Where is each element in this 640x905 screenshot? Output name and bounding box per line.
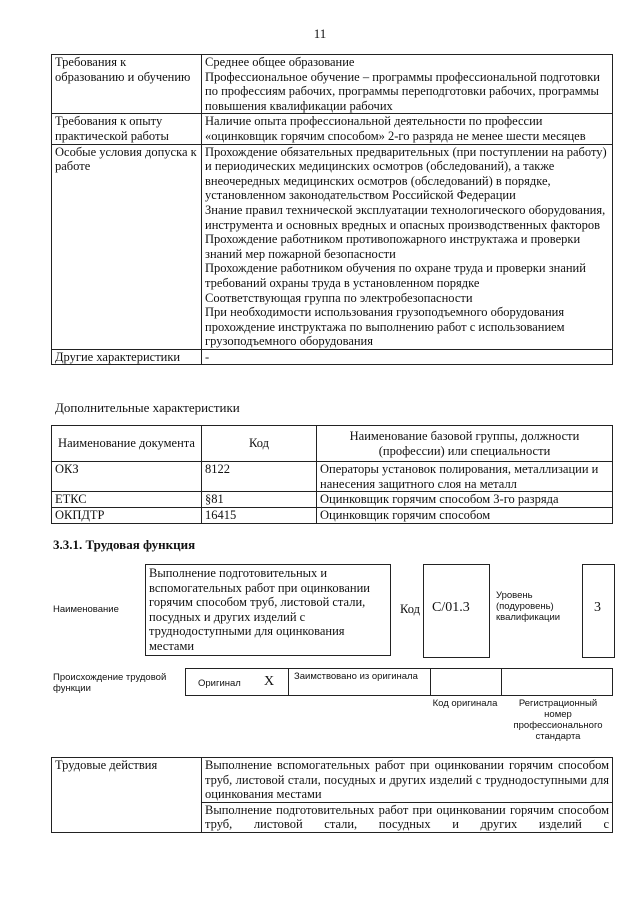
table-cell: Операторы установок полирования, металлизации и нанесения защитного слоя на металл (317, 462, 613, 492)
origin-row (185, 668, 613, 696)
table-row (52, 144, 613, 349)
name-label: Наименование (53, 604, 119, 615)
page-number: 11 (313, 26, 327, 41)
original-label: Оригинал (198, 678, 241, 689)
requirement-line: Среднее общее образование (205, 55, 355, 69)
table-cell: ОКПДТР (52, 507, 202, 523)
requirement-line: Знание правил технической эксплуатации технологического оборудования, инструмента и основных вредных и опасных производственных факторов (205, 202, 606, 232)
requirement-line: Прохождение работником обучения по охране труда и проверки знаний требований охраны труда в установленном порядке (205, 261, 586, 290)
table-row (52, 507, 613, 523)
requirement-label: Требования к опыту практической работы (52, 114, 202, 144)
action-item: Выполнение подготовительных работ при оцинковании горячим способом труб, листовой стали, посудных и других изделий с (202, 802, 613, 832)
table-row (52, 758, 613, 803)
requirement-line: Соответствующая группа по электробезопасности (205, 290, 473, 305)
table-cell: ОКЗ (52, 462, 202, 492)
code-label: Код (400, 602, 420, 616)
requirement-value (202, 144, 613, 349)
function-name-box: Выполнение подготовительных и вспомогательных работ при оцинковании горячим способом труб, листовой стали, посудных и других изделий с труднодоступными для оцинкования местами (145, 564, 391, 656)
origin-label: Происхождение трудовой функции (53, 672, 167, 694)
additional-title: Дополнительные характеристики (55, 400, 240, 415)
table-row (52, 349, 613, 365)
table-cell: Оцинковщик горячим способом 3-го разряда (317, 492, 613, 508)
code-value: C/01.3 (432, 600, 470, 615)
actions-table (51, 757, 613, 833)
requirements-table (51, 54, 613, 365)
table-cell: §81 (202, 492, 317, 508)
column-header: Наименование базовой группы, должности (профессии) или специальности (317, 426, 613, 462)
requirement-value (202, 55, 613, 114)
table-cell: Оцинковщик горячим способом (317, 507, 613, 523)
requirement-line: - (205, 349, 210, 364)
requirement-line: Наличие опыта профессиональной деятельности по профессии «оцинковщик горячим способом» 2-го разряда не менее шести месяцев (205, 114, 586, 143)
table-header-row (52, 426, 613, 462)
level-value: 3 (594, 600, 601, 615)
actions-label: Трудовые действия (52, 758, 202, 833)
original-mark: X (264, 674, 275, 689)
table-row (52, 462, 613, 492)
requirement-line: Прохождение работником противопожарного инструктажа и проверки знаний мер пожарной безопасности (205, 232, 581, 261)
additional-table (51, 425, 613, 524)
table-cell: 8122 (202, 462, 317, 492)
requirement-label: Другие характеристики (52, 349, 202, 365)
table-row (52, 114, 613, 144)
table-row (52, 55, 613, 114)
column-header: Код (202, 426, 317, 462)
requirement-line: Прохождение обязательных предварительных (при поступлении на работу) и периодических медицинских осмотров (обследований), а также внеочередных медицинских осмотров (обследований) в порядке, установленном законодательством Российской Федерации (205, 144, 607, 203)
requirement-value (202, 349, 613, 365)
requirement-line: При необходимости использования грузоподъемного оборудования прохождение инструктажа по выполнению работ с использованием грузоподъемного оборудования (205, 305, 565, 349)
table-cell: 16415 (202, 507, 317, 523)
column-header: Наименование документа (52, 426, 202, 462)
requirement-label: Требования к образованию и обучению (52, 55, 202, 114)
requirement-value (202, 114, 613, 144)
action-item: Выполнение вспомогательных работ при оцинковании горячим способом труб, листовой стали, посудных и других изделий с труднодоступными для оцинкования местами (202, 758, 613, 803)
requirement-label: Особые условия допуска к работе (52, 144, 202, 349)
table-row (52, 492, 613, 508)
borrowed-label: Заимствовано из оригинала (294, 671, 418, 682)
orig-code-caption: Код оригинала (432, 698, 498, 709)
reg-number-caption: Регистрационный номер профессионального стандарта (513, 698, 603, 742)
requirement-line: Профессиональное обучение – программы профессиональной подготовки по профессиям рабочих, программы переподготовки рабочих, программы повышения квалификации рабочих (205, 69, 600, 113)
table-cell: ЕТКС (52, 492, 202, 508)
section-title: 3.3.1. Трудовая функция (53, 537, 196, 552)
level-label: Уровень (подуровень) квалификации (496, 590, 561, 623)
